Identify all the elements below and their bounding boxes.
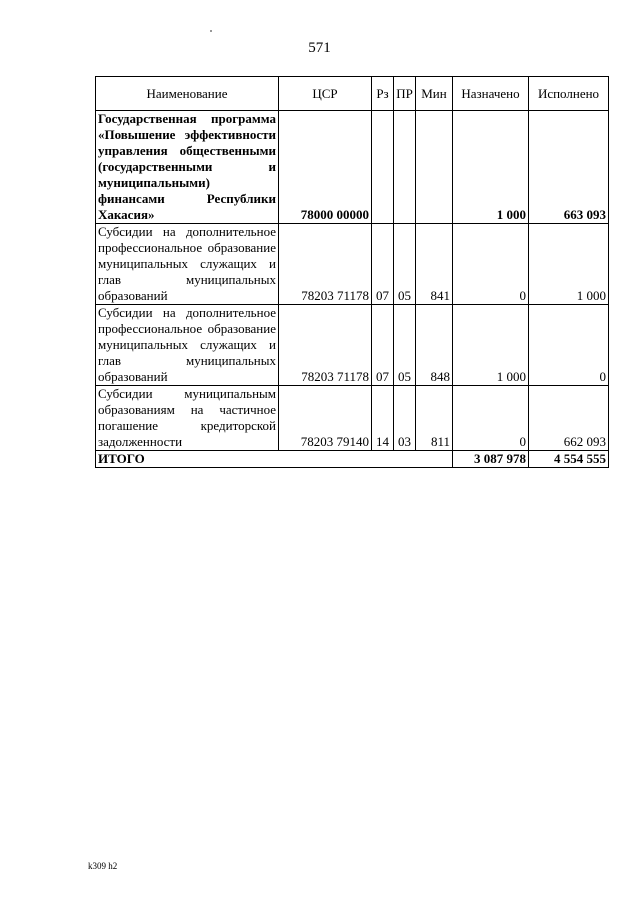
- header-executed: Исполнено: [529, 77, 609, 111]
- table-row: [96, 305, 609, 386]
- scan-speck: [210, 30, 212, 32]
- header-pr: ПР: [394, 77, 416, 111]
- header-row: [96, 77, 609, 111]
- row-pr: 05: [394, 305, 416, 386]
- row-name: Субсидии муниципальным образованиям на частичное погашение кредиторской задолженности: [96, 386, 279, 451]
- row-name: Государственная программа «Повышение эффективности управления общественными (государственными и муниципальными) финансами Республики Хакасия»: [96, 111, 279, 224]
- row-pr: [394, 111, 416, 224]
- page-number: 571: [308, 40, 331, 56]
- header-assigned: Назначено: [453, 77, 529, 111]
- budget-table: [95, 76, 609, 468]
- table-row: [96, 386, 609, 451]
- row-min: 848: [416, 305, 453, 386]
- row-pr: 05: [394, 224, 416, 305]
- row-name: Субсидии на дополнительное профессиональное образование муниципальных служащих и глав муниципальных образований: [96, 305, 279, 386]
- total-label: ИТОГО: [96, 451, 453, 468]
- row-csr: 78203 71178: [279, 224, 372, 305]
- row-assigned: 1 000: [453, 305, 529, 386]
- row-assigned: 0: [453, 224, 529, 305]
- row-rz: 07: [372, 224, 394, 305]
- row-executed: 663 093: [529, 111, 609, 224]
- row-min: 811: [416, 386, 453, 451]
- row-min: 841: [416, 224, 453, 305]
- row-csr: 78203 71178: [279, 305, 372, 386]
- row-csr: 78203 79140: [279, 386, 372, 451]
- row-assigned: 0: [453, 386, 529, 451]
- total-executed: 4 554 555: [529, 451, 609, 468]
- row-rz: 14: [372, 386, 394, 451]
- row-rz: [372, 111, 394, 224]
- table-row: [96, 111, 609, 224]
- header-name: Наименование: [96, 77, 279, 111]
- row-csr: 78000 00000: [279, 111, 372, 224]
- row-executed: 0: [529, 305, 609, 386]
- header-csr: ЦСР: [279, 77, 372, 111]
- row-assigned: 1 000: [453, 111, 529, 224]
- header-min: Мин: [416, 77, 453, 111]
- header-rz: Рз: [372, 77, 394, 111]
- footer-code: k309 h2: [88, 861, 118, 871]
- row-name: Субсидии на дополнительное профессиональное образование муниципальных служащих и глав муниципальных образований: [96, 224, 279, 305]
- row-pr: 03: [394, 386, 416, 451]
- row-rz: 07: [372, 305, 394, 386]
- total-row: [96, 451, 609, 468]
- row-executed: 1 000: [529, 224, 609, 305]
- row-executed: 662 093: [529, 386, 609, 451]
- table-row: [96, 224, 609, 305]
- total-assigned: 3 087 978: [453, 451, 529, 468]
- row-min: [416, 111, 453, 224]
